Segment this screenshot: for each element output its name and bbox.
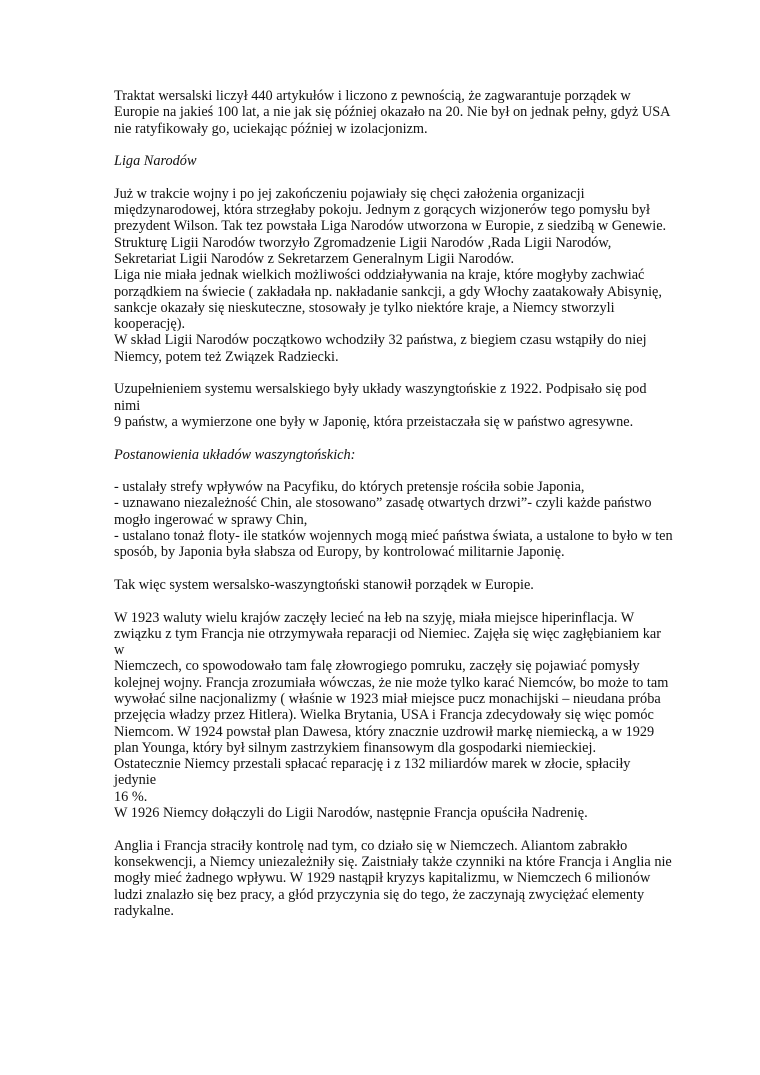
paragraph-washington: Uzupełnieniem systemu wersalskiego były układy waszyngtońskie z 1922. Podpisało się pod nimi 9 państw, a wymierzone one były w Japonię, która przeistaczała się w państwo agresywne.: [114, 381, 647, 430]
paragraph-1923-inflation: W 1923 waluty wielu krajów zaczęły lecieć na łeb na szyję, miała miejsce hiperinflacja. W związku z tym Francja nie otrzymywała reparacji od Niemiec. Zajęła się więc zagłębianiem kar w Niemczech, co spowodowało tam falę złowrogiego pomruku, zaczęły się pojawiać pomysły kolejnej wojny. Francja zrozumiała wówczas, że nie może tylko karać Niemców, bo może to tam wywołać silne nacjonalizmy ( właśnie w 1923 miał miejsce pucz monachijski – nieudana próba przejęcia władzy przez Hitlera). Wielka Brytania, USA i Francja zdecydowały się więc pomóc Niemcom. W 1924 powstał plan Dawesa, który znacznie uzdrowił markę niemiecką, a w 1929 plan Younga, który był silnym zastrzykiem finansowym dla gospodarki niemieckiej. Ostatecznie Niemcy przestali spłacać reparację i z 132 miliardów marek w złocie, spłaciły jedynie 16 %. W 1926 Niemcy dołączyli do Ligii Narodów, następnie Francja opuściła Nadrenię.: [114, 609, 669, 822]
paragraph-loss-of-control: Anglia i Francja straciły kontrolę nad tym, co działo się w Niemczech. Aliantom zabrakło konsekwencji, a Niemcy uniezależniły się. Zaistniały także czynniki na które Francja i Anglia nie mogły mieć żadnego wpływu. W 1929 nastąpił kryzys kapitalizmu, w Niemczech 6 milionów ludzi znalazło się bez pracy, a głód przyczynia się do tego, że zaczynają zwyciężać elementy radykalne.: [114, 837, 672, 919]
document-page: [114, 88, 674, 935]
heading-washington-provisions: Postanowienia układów waszyngtońskich:: [114, 446, 356, 463]
paragraph-treaty: Traktat wersalski liczył 440 artykułów i liczono z pewnością, że zagwarantuje porządek w Europie na jakieś 100 lat, a nie jak się później okazało na 20. Nie był on jednak pełny, gdyż USA nie ratyfikowały go, uciekając później w izolacjonizm.: [114, 88, 671, 137]
paragraph-league: Już w trakcie wojny i po jej zakończeniu pojawiały się chęci założenia organizacji międzynarodowej, która strzegłaby pokoju. Jednym z gorących wizjonerów tego pomysłu był prezydent Wilson. Tak tez powstała Liga Narodów utworzona w Europie, z siedzibą w Genewie. Strukturę Ligii Narodów tworzyło Zgromadzenie Ligii Narodów ,Rada Ligii Narodów, Sekretariat Ligii Narodów z Sekretarzem Generalnym Ligii Narodów. Liga nie miała jednak wielkich możliwości oddziaływania na kraje, które mogłyby zachwiać porządkiem na świecie ( zakładała np. nakładanie sankcji, a gdy Włochy zaatakowały Abisynię, sankcje okazały się nieskuteczne, stosowały je tylko niektóre kraje, a Niemcy stworzyli kooperację). W skład Ligii Narodów początkowo wchodziły 32 państwa, z biegiem czasu wstąpiły do niej Niemcy, potem też Związek Radziecki.: [114, 185, 667, 365]
paragraph-provisions-list: - ustalały strefy wpływów na Pacyfiku, do których pretensje rościła sobie Japonia, - uznawano niezależność Chin, ale stosowano” zasadę otwartych drzwi”- czyli każde państwo mogło ingerować w sprawy Chin, - ustalano tonaż floty- ile statków wojennych mogą mieć państwa świata, a ustalone to było w ten sposób, by Japonia była słabsza od Europy, by kontrolować militarnie Japonię.: [114, 479, 673, 561]
paragraph-system-summary: Tak więc system wersalsko-waszyngtoński stanowił porządek w Europie.: [114, 576, 534, 593]
heading-league-of-nations: Liga Narodów: [114, 153, 197, 170]
